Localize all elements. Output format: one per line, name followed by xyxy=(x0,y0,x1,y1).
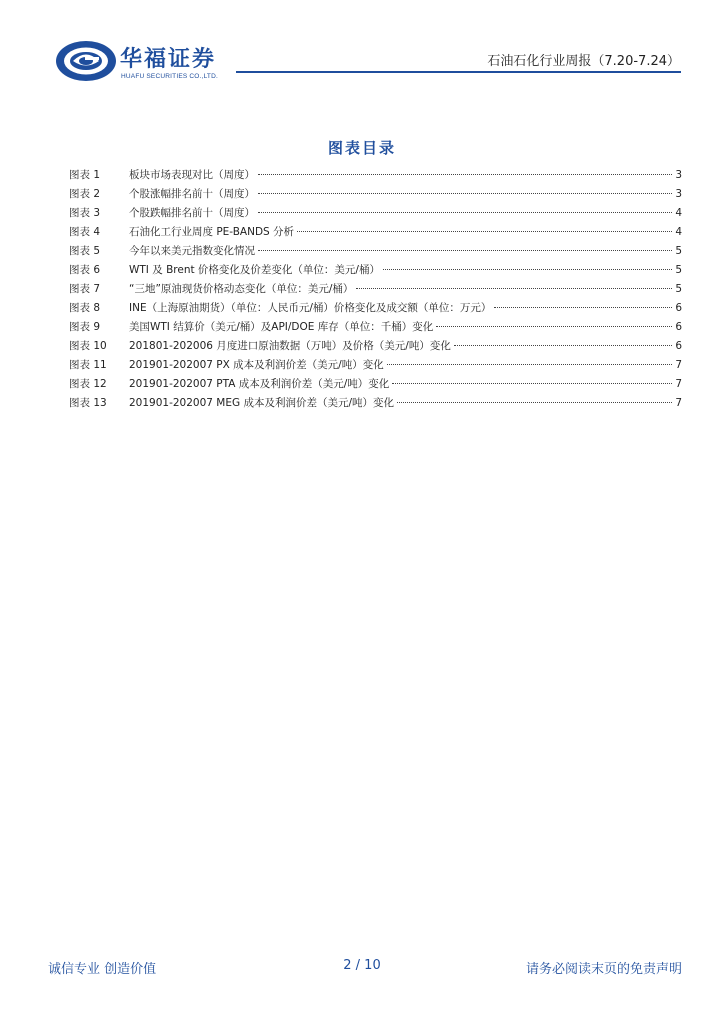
toc-item-title: 今年以来美元指数变化情况 xyxy=(129,245,255,257)
toc-item[interactable] xyxy=(69,185,682,204)
toc-dot-leader xyxy=(258,250,672,251)
toc-dot-leader xyxy=(392,383,672,384)
toc-item-page: 6 xyxy=(675,321,682,333)
toc-item-page: 6 xyxy=(675,340,682,352)
toc-item-number: 图表 7 xyxy=(69,283,101,295)
toc-item-number: 图表 4 xyxy=(69,226,101,238)
toc-dot-leader xyxy=(494,307,672,308)
toc-item-title: “三地”原油现货价格动态变化（单位：美元/桶） xyxy=(129,283,354,295)
toc-item-number: 图表 8 xyxy=(69,302,101,314)
toc-item[interactable] xyxy=(69,375,682,394)
toc-item[interactable] xyxy=(69,299,682,318)
toc-item-number: 图表 9 xyxy=(69,321,101,333)
toc-item-number: 图表 5 xyxy=(69,245,101,257)
toc-item-page: 7 xyxy=(675,359,682,371)
page-indicator: 2 / 10 xyxy=(343,958,381,973)
toc-item[interactable] xyxy=(69,280,682,299)
toc-item[interactable] xyxy=(69,261,682,280)
toc-item[interactable] xyxy=(69,204,682,223)
footer-slogan: 诚信专业 创造价值 xyxy=(48,962,157,977)
toc-item-page: 3 xyxy=(675,188,682,200)
toc-item-page: 6 xyxy=(675,302,682,314)
footer-disclaimer: 请务必阅读末页的免责声明 xyxy=(525,962,682,977)
toc-item-number: 图表 3 xyxy=(69,207,101,219)
toc-item-title: 201901-202007 PX 成本及利润价差（美元/吨）变化 xyxy=(129,359,384,371)
toc-item[interactable] xyxy=(69,318,682,337)
toc-item[interactable] xyxy=(69,223,682,242)
toc-item[interactable] xyxy=(69,166,682,185)
toc-item[interactable] xyxy=(69,394,682,413)
toc-item-number: 图表 12 xyxy=(69,378,107,390)
toc-dot-leader xyxy=(356,288,672,289)
toc-item-number: 图表 6 xyxy=(69,264,101,276)
toc-dot-leader xyxy=(436,326,672,327)
header-divider xyxy=(236,71,681,73)
toc-item-page: 4 xyxy=(675,207,682,219)
brand-name-cn: 华福证券 xyxy=(120,47,217,72)
toc-item-title: 个股跌幅排名前十（周度） xyxy=(129,207,255,219)
toc-item-page: 3 xyxy=(675,169,682,181)
toc-item-number: 图表 1 xyxy=(69,169,101,181)
toc-item-page: 4 xyxy=(675,226,682,238)
toc-item[interactable] xyxy=(69,242,682,261)
table-of-figures xyxy=(69,166,682,413)
toc-dot-leader xyxy=(397,402,672,403)
report-title: 石油石化行业周报（7.20-7.24） xyxy=(487,54,680,69)
toc-item-page: 5 xyxy=(675,245,682,257)
toc-item-page: 5 xyxy=(675,283,682,295)
huafu-logo-icon xyxy=(55,40,117,82)
toc-item-number: 图表 11 xyxy=(69,359,107,371)
toc-item-title: 个股涨幅排名前十（周度） xyxy=(129,188,255,200)
toc-dot-leader xyxy=(383,269,672,270)
toc-item-number: 图表 10 xyxy=(69,340,107,352)
toc-item-title: 石油化工行业周度 PE-BANDS 分析 xyxy=(129,226,295,238)
toc-item-title: INE（上海原油期货）（单位：人民币元/桶）价格变化及成交额（单位：万元） xyxy=(129,302,492,314)
toc-item-title: 201801-202006 月度进口原油数据（万吨）及价格（美元/吨）变化 xyxy=(129,340,451,352)
toc-heading: 图表目录 xyxy=(327,139,396,157)
toc-item[interactable] xyxy=(69,337,682,356)
toc-dot-leader xyxy=(258,193,672,194)
toc-dot-leader xyxy=(297,231,672,232)
toc-item-title: 201901-202007 PTA 成本及利润价差（美元/吨）变化 xyxy=(129,378,390,390)
toc-item-title: 板块市场表现对比（周度） xyxy=(129,169,255,181)
toc-dot-leader xyxy=(454,345,672,346)
toc-item-title: 美国WTI 结算价（美元/桶）及API/DOE 库存（单位：千桶）变化 xyxy=(129,321,434,333)
toc-item-title: 201901-202007 MEG 成本及利润价差（美元/吨）变化 xyxy=(129,397,394,409)
toc-dot-leader xyxy=(387,364,672,365)
toc-dot-leader xyxy=(258,174,672,175)
page-footer xyxy=(0,958,724,978)
toc-item-number: 图表 13 xyxy=(69,397,107,409)
toc-item[interactable] xyxy=(69,356,682,375)
brand-name-en: HUAFU SECURITIES CO.,LTD. xyxy=(121,73,218,80)
toc-item-page: 7 xyxy=(675,397,682,409)
toc-item-title: WTI 及 Brent 价格变化及价差变化（单位：美元/桶） xyxy=(129,264,380,276)
toc-item-page: 7 xyxy=(675,378,682,390)
toc-item-page: 5 xyxy=(675,264,682,276)
toc-item-number: 图表 2 xyxy=(69,188,101,200)
page-header xyxy=(0,0,724,90)
toc-dot-leader xyxy=(258,212,672,213)
